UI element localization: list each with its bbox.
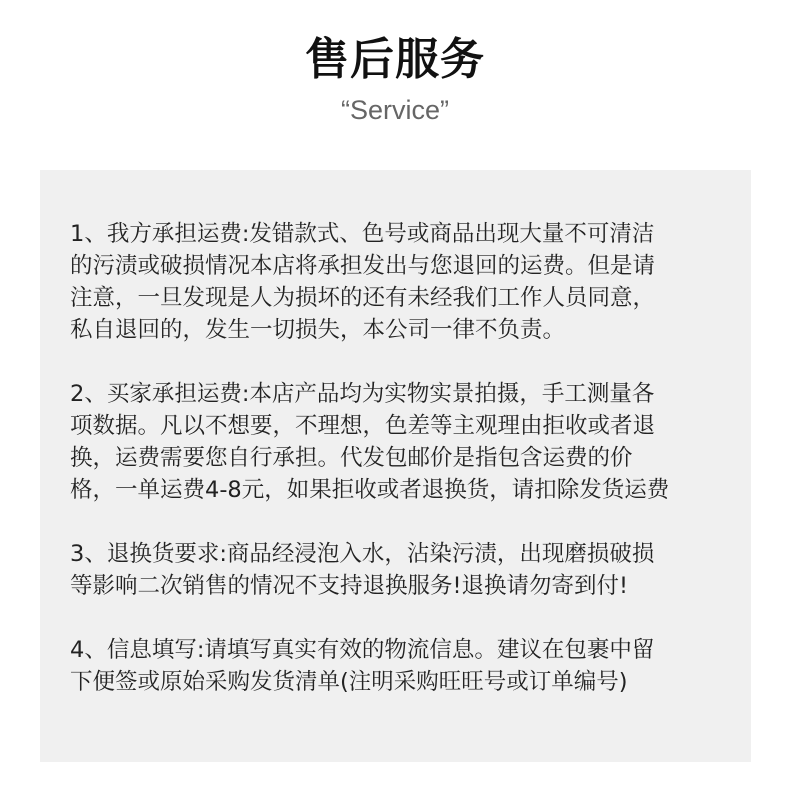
policy-text-line: 格，一单运费4-8元，如果拒收或者退换货，请扣除发货运费 bbox=[70, 477, 670, 503]
policy-section-info-filling bbox=[70, 634, 751, 698]
policy-text-line: 换，运费需要您自行承担。代发包邮价是指包含运费的价 bbox=[70, 445, 633, 471]
policy-section-buyer-shipping bbox=[70, 378, 751, 506]
policy-text-line: 的污渍或破损情况本店将承担发出与您退回的运费。但是请 bbox=[70, 253, 656, 279]
policy-text-line: 下便签或原始采购发货清单(注明采购旺旺号或订单编号) bbox=[70, 669, 628, 695]
policy-text-line: 4、信息填写:请填写真实有效的物流信息。建议在包裹中留 bbox=[70, 637, 655, 663]
page-subtitle: “Service” bbox=[340, 95, 449, 125]
policy-text-line: 1、我方承担运费:发错款式、色号或商品出现大量不可清洁 bbox=[70, 221, 655, 247]
policy-section-return-requirements bbox=[70, 538, 751, 602]
policy-section-seller-shipping bbox=[70, 218, 751, 346]
policy-text-line: 项数据。凡以不想要，不理想，色差等主观理由拒收或者退 bbox=[70, 413, 656, 439]
policy-panel bbox=[40, 170, 751, 762]
policy-text-line: 等影响二次销售的情况不支持退换服务!退换请勿寄到付! bbox=[70, 573, 629, 599]
policy-text-line: 2、买家承担运费:本店产品均为实物实景拍摄，手工测量各 bbox=[70, 381, 655, 407]
page-header bbox=[0, 30, 790, 128]
policy-text-line: 3、退换货要求:商品经浸泡入水，沾染污渍，出现磨损破损 bbox=[70, 541, 655, 567]
policy-text-line: 注意，一旦发现是人为损坏的还有未经我们工作人员同意， bbox=[70, 285, 656, 311]
page-title: 售后服务 bbox=[305, 34, 485, 85]
policy-text-line: 私自退回的，发生一切损失，本公司一律不负责。 bbox=[70, 317, 566, 343]
